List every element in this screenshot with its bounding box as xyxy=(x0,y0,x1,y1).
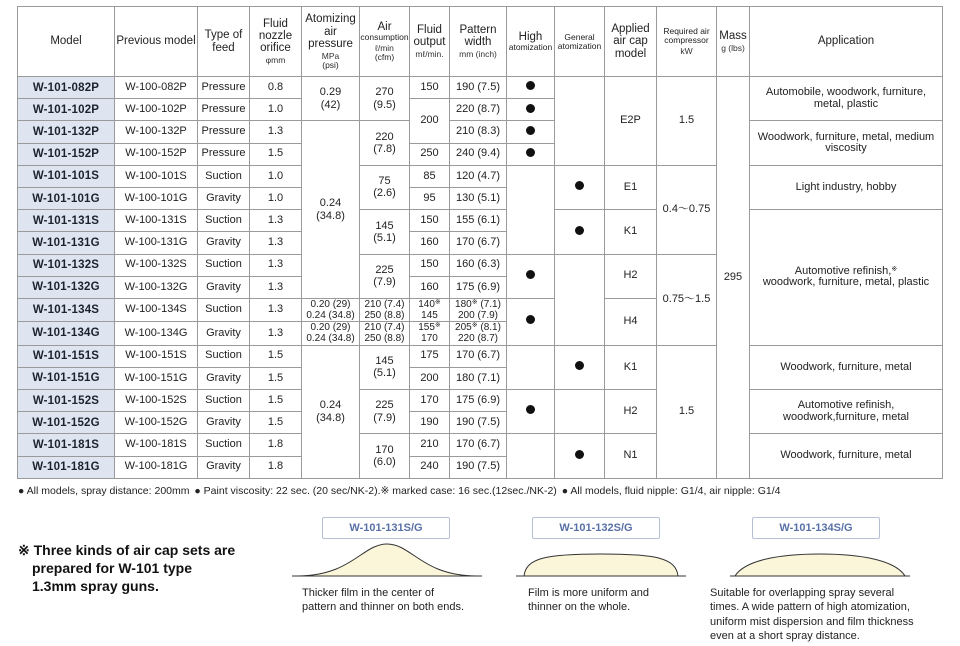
air-cell xyxy=(360,390,410,434)
application-cell: Woodwork, furniture, metal, medium viscosity xyxy=(750,121,943,165)
th-pattern-label: Pattern width xyxy=(459,23,497,49)
cap-desc-132 xyxy=(528,586,649,615)
th-air-label2: consumption xyxy=(360,32,409,43)
th-nozzle-unit: φmm xyxy=(265,55,286,66)
nozzle-cell: 1.3 xyxy=(250,322,302,345)
table-row xyxy=(18,390,943,412)
air-cell xyxy=(360,254,410,298)
general-atomization-cell xyxy=(555,254,605,345)
kw-cell: 0.75〜1.5 xyxy=(657,254,717,345)
note-viscosity: ● Paint viscosity: 22 sec. (20 sec/NK-2).※ marked case: 16 sec.(12sec./NK-2) xyxy=(194,485,557,497)
general-atomization-cell xyxy=(555,165,605,209)
nozzle-cell: 1.5 xyxy=(250,367,302,389)
th-mass-unit: g (lbs) xyxy=(721,43,745,54)
air-value: 145 xyxy=(375,355,394,367)
cap-cell: E1 xyxy=(605,165,657,209)
air-value: 210 (7.4) xyxy=(364,322,405,334)
model-cell: W-101-132S xyxy=(18,254,115,276)
mass-cell: 295 xyxy=(717,77,750,479)
kw-cell: 0.4〜0.75 xyxy=(657,165,717,254)
high-atomization-cell xyxy=(507,298,555,345)
fluid-cell: 150 xyxy=(410,254,450,276)
air-cell xyxy=(360,298,410,321)
model-cell: W-101-131G xyxy=(18,232,115,254)
dot-icon xyxy=(526,148,535,157)
high-atomization-cell xyxy=(507,165,555,254)
th-required xyxy=(657,7,717,77)
nozzle-cell: 1.3 xyxy=(250,298,302,321)
atom-value: 0.24 xyxy=(319,197,342,210)
feed-cell: Gravity xyxy=(198,187,250,209)
nozzle-cell: 1.5 xyxy=(250,143,302,165)
model-cell: W-101-181S xyxy=(18,434,115,456)
cap-cell: H2 xyxy=(605,390,657,434)
previous-cell: W-100-101G xyxy=(115,187,198,209)
feed-cell: Gravity xyxy=(198,276,250,298)
desc-line: pattern and thinner on both ends. xyxy=(302,601,465,614)
fluid-cell: 200 xyxy=(410,367,450,389)
table-row xyxy=(18,210,943,232)
previous-cell: W-100-102P xyxy=(115,99,198,121)
feed-cell: Gravity xyxy=(198,232,250,254)
previous-cell: W-100-132S xyxy=(115,254,198,276)
cap-label-131: W-101-131S/G xyxy=(322,517,450,539)
th-applied: Applied air cap model xyxy=(605,7,657,77)
atom-value: 0.29 xyxy=(319,86,342,99)
pattern-cell: 170 (6.7) xyxy=(450,345,507,367)
cap-cell: K1 xyxy=(605,210,657,254)
model-cell: W-101-102P xyxy=(18,99,115,121)
th-pattern-unit: mm (inch) xyxy=(459,49,497,60)
kw-cell: 1.5 xyxy=(657,345,717,478)
application-cell: Light industry, hobby xyxy=(750,165,943,209)
air-cfm: (9.5) xyxy=(373,98,396,111)
atomizing-cell xyxy=(302,298,360,321)
callout-line: ※ Three kinds of air cap sets are xyxy=(18,542,236,558)
model-cell: W-101-101G xyxy=(18,187,115,209)
th-nozzle xyxy=(250,7,302,77)
pattern-cell: 170 (6.7) xyxy=(450,434,507,456)
desc-line: uniform mist dispersion and film thickness xyxy=(710,615,914,628)
general-atomization-cell xyxy=(555,434,605,478)
atom-value: 0.24 (34.8) xyxy=(306,310,355,322)
th-fluid-unit: mℓ/min. xyxy=(415,49,444,60)
fluid-cell: 160 xyxy=(410,232,450,254)
dot-icon xyxy=(526,104,535,113)
table-notes xyxy=(18,485,783,497)
table-row xyxy=(18,434,943,456)
note-spray-distance: ● All models, spray distance: 200mm xyxy=(18,485,190,497)
table-header xyxy=(18,7,943,77)
callout-line: prepared for W-101 type xyxy=(32,560,192,577)
previous-cell: W-100-131G xyxy=(115,232,198,254)
model-cell: W-101-131S xyxy=(18,210,115,232)
th-high-label2: atomization xyxy=(508,42,553,53)
th-pattern xyxy=(450,7,507,77)
model-cell: W-101-132P xyxy=(18,121,115,143)
fluid-value: 145 xyxy=(421,310,438,322)
nozzle-cell: 1.8 xyxy=(250,456,302,478)
desc-line: Suitable for overlapping spray several xyxy=(710,587,895,599)
fluid-cell xyxy=(410,298,450,321)
nozzle-cell: 1.3 xyxy=(250,276,302,298)
cap-cell: K1 xyxy=(605,345,657,389)
kw-cell: 1.5 xyxy=(657,77,717,166)
fluid-value: 155 xyxy=(418,322,435,334)
mark-icon: ※ xyxy=(434,322,441,330)
air-value: 220 xyxy=(375,130,394,143)
pattern-value: (7.1) xyxy=(480,298,501,310)
high-atomization-cell xyxy=(507,77,555,99)
air-cfm: (7.9) xyxy=(373,276,396,289)
mark-icon: ※ xyxy=(471,298,478,306)
table-row xyxy=(18,165,943,187)
th-fluid xyxy=(410,7,450,77)
nozzle-cell: 1.0 xyxy=(250,99,302,121)
air-cell xyxy=(360,434,410,478)
air-cfm: (7.9) xyxy=(373,411,396,424)
feed-cell: Gravity xyxy=(198,412,250,434)
pattern-cell: 220 (8.7) xyxy=(450,99,507,121)
air-cfm: (5.1) xyxy=(373,367,396,380)
air-cfm: (2.6) xyxy=(373,187,396,200)
table-row xyxy=(18,345,943,367)
cap-cell: H2 xyxy=(605,254,657,298)
nozzle-cell: 1.5 xyxy=(250,390,302,412)
cap-cell: H4 xyxy=(605,298,657,345)
nozzle-cell: 1.3 xyxy=(250,254,302,276)
model-cell: W-101-082P xyxy=(18,77,115,99)
model-cell: W-101-152P xyxy=(18,143,115,165)
previous-cell: W-100-131S xyxy=(115,210,198,232)
fluid-value: 140 xyxy=(418,298,435,310)
atomizing-cell xyxy=(302,345,360,478)
air-cap-callout xyxy=(18,541,235,596)
cap-label-134: W-101-134S/G xyxy=(752,517,880,539)
nozzle-cell: 1.0 xyxy=(250,187,302,209)
air-cell xyxy=(360,77,410,121)
th-general xyxy=(555,7,605,77)
pattern-cell xyxy=(450,298,507,321)
application-cell: Woodwork, furniture, metal xyxy=(750,345,943,389)
general-atomization-cell xyxy=(555,345,605,389)
high-atomization-cell xyxy=(507,99,555,121)
air-cell xyxy=(360,121,410,165)
previous-cell: W-100-181S xyxy=(115,434,198,456)
th-high-label: High xyxy=(518,31,543,43)
previous-cell: W-100-132P xyxy=(115,121,198,143)
desc-line: times. A wide pattern of high atomization, xyxy=(710,601,910,614)
feed-cell: Suction xyxy=(198,434,250,456)
pattern-value: 220 (8.7) xyxy=(457,333,499,345)
model-cell: W-101-151G xyxy=(18,367,115,389)
cap-cell: N1 xyxy=(605,434,657,478)
pattern-cell xyxy=(450,322,507,345)
th-fluid-label: Fluid output xyxy=(413,23,446,49)
air-cfm: (6.0) xyxy=(373,456,396,469)
high-atomization-cell xyxy=(507,434,555,478)
app-line: woodwork, furniture, metal, plastic xyxy=(762,276,930,289)
model-cell: W-101-134S xyxy=(18,298,115,321)
atomizing-cell xyxy=(302,77,360,121)
previous-cell: W-100-082P xyxy=(115,77,198,99)
feed-cell: Gravity xyxy=(198,456,250,478)
air-value: 250 (8.8) xyxy=(364,310,405,322)
table-row xyxy=(18,121,943,143)
application-cell xyxy=(750,210,943,346)
model-cell: W-101-132G xyxy=(18,276,115,298)
callout-line: 1.3mm spray guns. xyxy=(32,578,159,595)
th-feed: Type of feed xyxy=(198,7,250,77)
cap-desc-131 xyxy=(302,586,464,615)
th-atomizing xyxy=(302,7,360,77)
nozzle-cell: 1.5 xyxy=(250,345,302,367)
th-atomizing-unit2: (psi) xyxy=(322,59,339,70)
cap-desc-134 xyxy=(710,586,914,643)
pattern-value: 205 xyxy=(455,322,472,334)
dot-icon xyxy=(575,450,584,459)
fluid-cell: 150 xyxy=(410,210,450,232)
application-cell: Automobile, woodwork, furniture, metal, plastic xyxy=(750,77,943,121)
dot-icon xyxy=(575,226,584,235)
fluid-value: 170 xyxy=(421,333,438,345)
pattern-value: 180 xyxy=(455,298,472,310)
pattern-cell: 155 (6.1) xyxy=(450,210,507,232)
th-high xyxy=(507,7,555,77)
feed-cell: Pressure xyxy=(198,77,250,99)
feed-cell: Suction xyxy=(198,210,250,232)
pattern-cell: 210 (8.3) xyxy=(450,121,507,143)
air-value: 225 xyxy=(375,399,394,412)
th-general-label2: atomization xyxy=(557,40,602,51)
feed-cell: Suction xyxy=(198,254,250,276)
th-air-unit2: (cfm) xyxy=(374,51,395,62)
fluid-cell: 200 xyxy=(410,99,450,143)
air-cfm: (5.1) xyxy=(373,231,396,244)
nozzle-cell: 1.3 xyxy=(250,210,302,232)
atomizing-cell xyxy=(302,121,360,299)
pattern-cell: 180 (7.1) xyxy=(450,367,507,389)
air-cfm: (7.8) xyxy=(373,143,396,156)
previous-cell: W-100-152S xyxy=(115,390,198,412)
nozzle-cell: 1.3 xyxy=(250,232,302,254)
previous-cell: W-100-152P xyxy=(115,143,198,165)
cap-cell: E2P xyxy=(605,77,657,166)
th-application: Application xyxy=(750,7,943,77)
nozzle-cell: 0.8 xyxy=(250,77,302,99)
th-required-unit: kW xyxy=(680,45,693,56)
fluid-cell: 210 xyxy=(410,434,450,456)
th-model: Model xyxy=(18,7,115,77)
air-value: 250 (8.8) xyxy=(364,333,405,345)
spec-table xyxy=(17,6,943,479)
fluid-cell: 240 xyxy=(410,456,450,478)
th-air xyxy=(360,7,410,77)
air-cell xyxy=(360,345,410,389)
atom-value: 0.24 (34.8) xyxy=(306,333,355,345)
high-atomization-cell xyxy=(507,390,555,434)
dot-icon xyxy=(526,405,535,414)
general-atomization-cell xyxy=(555,390,605,434)
fluid-cell: 85 xyxy=(410,165,450,187)
pattern-cell: 240 (9.4) xyxy=(450,143,507,165)
high-atomization-cell xyxy=(507,121,555,143)
nozzle-cell: 1.3 xyxy=(250,121,302,143)
pattern-cell: 170 (6.7) xyxy=(450,232,507,254)
feed-cell: Pressure xyxy=(198,99,250,121)
cap-label-132: W-101-132S/G xyxy=(532,517,660,539)
th-mass xyxy=(717,7,750,77)
model-cell: W-101-181G xyxy=(18,456,115,478)
fluid-cell: 175 xyxy=(410,345,450,367)
application-cell: Automotive refinish, woodwork,furniture, metal xyxy=(750,390,943,434)
previous-cell: W-100-181G xyxy=(115,456,198,478)
desc-line: Film is more uniform and xyxy=(528,587,650,599)
general-atomization-cell xyxy=(555,210,605,254)
atom-psi: (34.8) xyxy=(316,411,345,424)
table-row xyxy=(18,77,943,99)
spray-pattern-132-icon xyxy=(516,540,686,580)
dot-icon xyxy=(575,361,584,370)
th-air-unit: ℓ/min xyxy=(375,43,394,54)
application-cell: Woodwork, furniture, metal xyxy=(750,434,943,478)
th-air-label: Air xyxy=(377,21,392,34)
pattern-cell: 120 (4.7) xyxy=(450,165,507,187)
desc-line: thinner on the whole. xyxy=(528,601,631,614)
pattern-value: (8.1) xyxy=(480,322,501,334)
nozzle-cell: 1.8 xyxy=(250,434,302,456)
mark-icon: ※ xyxy=(434,298,441,306)
dot-icon xyxy=(526,315,535,324)
model-cell: W-101-134G xyxy=(18,322,115,345)
feed-cell: Pressure xyxy=(198,121,250,143)
mark-icon: ※ xyxy=(471,322,478,330)
atom-value: 0.20 (29) xyxy=(310,298,351,310)
air-value: 225 xyxy=(375,263,394,276)
previous-cell: W-100-152G xyxy=(115,412,198,434)
high-atomization-cell xyxy=(507,143,555,165)
app-line: Automotive refinish, xyxy=(794,264,892,277)
note-nipple: ● All models, fluid nipple: G1/4, air nipple: G1/4 xyxy=(561,485,781,497)
model-cell: W-101-151S xyxy=(18,345,115,367)
fluid-cell: 170 xyxy=(410,390,450,412)
fluid-cell: 190 xyxy=(410,412,450,434)
high-atomization-cell xyxy=(507,345,555,389)
th-general-label: General xyxy=(564,31,595,42)
mark-icon: ※ xyxy=(891,265,898,273)
model-cell: W-101-152G xyxy=(18,412,115,434)
pattern-cell: 175 (6.9) xyxy=(450,390,507,412)
high-atomization-cell xyxy=(507,254,555,298)
th-atomizing-label: Atomizing air pressure xyxy=(305,13,356,50)
feed-cell: Suction xyxy=(198,345,250,367)
fluid-cell: 160 xyxy=(410,276,450,298)
pattern-cell: 190 (7.5) xyxy=(450,412,507,434)
previous-cell: W-100-151G xyxy=(115,367,198,389)
spray-pattern-131-icon xyxy=(292,540,482,580)
air-cell xyxy=(360,210,410,254)
previous-cell: W-100-101S xyxy=(115,165,198,187)
previous-cell: W-100-151S xyxy=(115,345,198,367)
previous-cell: W-100-134G xyxy=(115,322,198,345)
dot-icon xyxy=(526,270,535,279)
fluid-cell: 150 xyxy=(410,77,450,99)
model-cell: W-101-101S xyxy=(18,165,115,187)
atom-psi: (42) xyxy=(320,98,341,111)
pattern-cell: 160 (6.3) xyxy=(450,254,507,276)
previous-cell: W-100-132G xyxy=(115,276,198,298)
atom-value: 0.24 xyxy=(319,399,342,412)
atom-value: 0.20 (29) xyxy=(310,322,351,334)
air-value: 170 xyxy=(375,443,394,456)
dot-icon xyxy=(575,181,584,190)
pattern-cell: 175 (6.9) xyxy=(450,276,507,298)
th-previous: Previous model xyxy=(115,7,198,77)
fluid-cell: 250 xyxy=(410,143,450,165)
th-mass-label: Mass xyxy=(719,30,747,42)
feed-cell: Gravity xyxy=(198,322,250,345)
air-cell xyxy=(360,165,410,209)
fluid-cell: 95 xyxy=(410,187,450,209)
atomizing-cell xyxy=(302,322,360,345)
air-value: 75 xyxy=(378,175,391,188)
desc-line: Thicker film in the center of xyxy=(302,587,435,599)
air-value: 270 xyxy=(375,86,394,99)
pattern-value: 200 (7.9) xyxy=(457,310,499,322)
air-value: 210 (7.4) xyxy=(364,298,405,310)
feed-cell: Gravity xyxy=(198,367,250,389)
feed-cell: Suction xyxy=(198,298,250,321)
air-cell xyxy=(360,322,410,345)
th-atomizing-unit: MPa xyxy=(321,50,340,61)
desc-line: even at a short spray distance. xyxy=(710,629,860,642)
fluid-cell xyxy=(410,322,450,345)
pattern-cell: 130 (5.1) xyxy=(450,187,507,209)
pattern-cell: 190 (7.5) xyxy=(450,77,507,99)
nozzle-cell: 1.5 xyxy=(250,412,302,434)
previous-cell: W-100-134S xyxy=(115,298,198,321)
feed-cell: Pressure xyxy=(198,143,250,165)
th-required-label: Required air compressor xyxy=(663,26,710,46)
spray-pattern-134-icon xyxy=(730,540,910,580)
air-value: 145 xyxy=(375,219,394,232)
nozzle-cell: 1.0 xyxy=(250,165,302,187)
th-nozzle-label: Fluid nozzle orifice xyxy=(258,17,293,55)
feed-cell: Suction xyxy=(198,390,250,412)
pattern-cell: 190 (7.5) xyxy=(450,456,507,478)
feed-cell: Suction xyxy=(198,165,250,187)
general-atomization-cell xyxy=(555,77,605,166)
dot-icon xyxy=(526,81,535,90)
atom-psi: (34.8) xyxy=(316,209,345,222)
model-cell: W-101-152S xyxy=(18,390,115,412)
dot-icon xyxy=(526,126,535,135)
